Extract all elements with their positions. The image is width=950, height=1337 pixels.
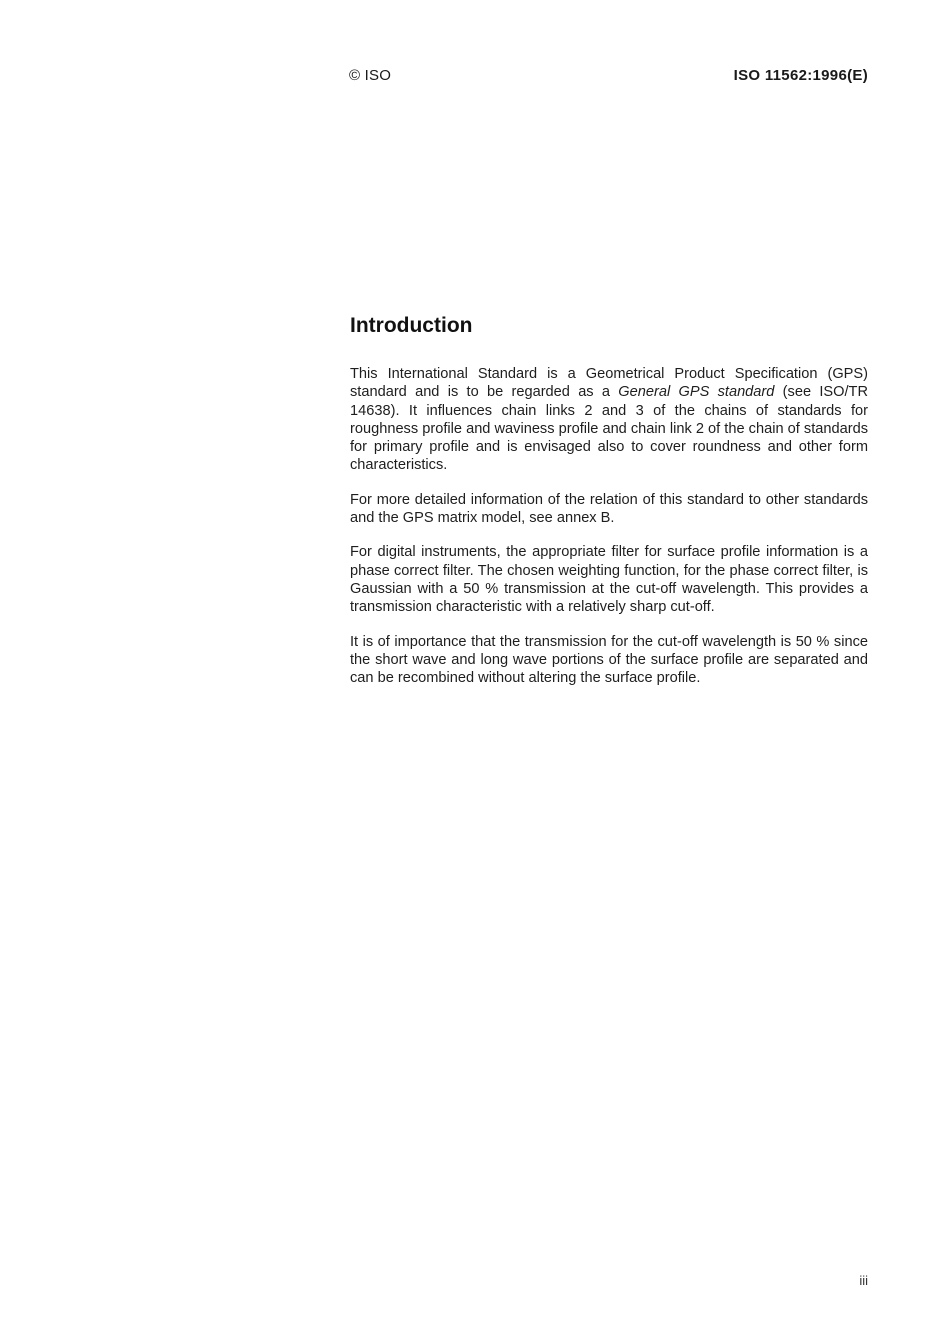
page-number: iii [859, 1273, 868, 1288]
paragraph-4: It is of importance that the transmission for the cut-off wavelength is 50 % since the short wave and long wave portions of the surface profile are separated and can be recombined without altering the surface profile. [350, 633, 868, 687]
paragraph-1-emphasis: General GPS standard [618, 384, 775, 401]
paragraph-1 [350, 365, 868, 475]
paragraph-3: For digital instruments, the appropriate filter for surface profile information is a phase correct filter. The chosen weighting function, for the phase correct filter, is Gaussian with a 50 % transmission at the cut-off wavelength. This provides a transmission characteristic with a relatively sharp cut-off. [350, 544, 868, 616]
paragraph-1-before: This International Standard is a Geometrical Product Specification (GPS) standard and is to be regarded as a [350, 366, 868, 401]
introduction-body [350, 365, 868, 703]
section-title: Introduction [350, 314, 473, 337]
paragraph-2: For more detailed information of the relation of this standard to other standards and the GPS matrix model, see annex B. [350, 491, 868, 527]
header-copyright: © ISO [349, 67, 392, 84]
header-standard-number: ISO 11562:1996(E) [733, 67, 868, 84]
paragraph-1-after: (see ISO/TR 14638). It influences chain links 2 and 3 of the chains of standards for roughness profile and waviness profile and chain link 2 of the chain of standards for primary profile and is envisaged also to cover roundness and other form characteristics. [350, 384, 868, 474]
